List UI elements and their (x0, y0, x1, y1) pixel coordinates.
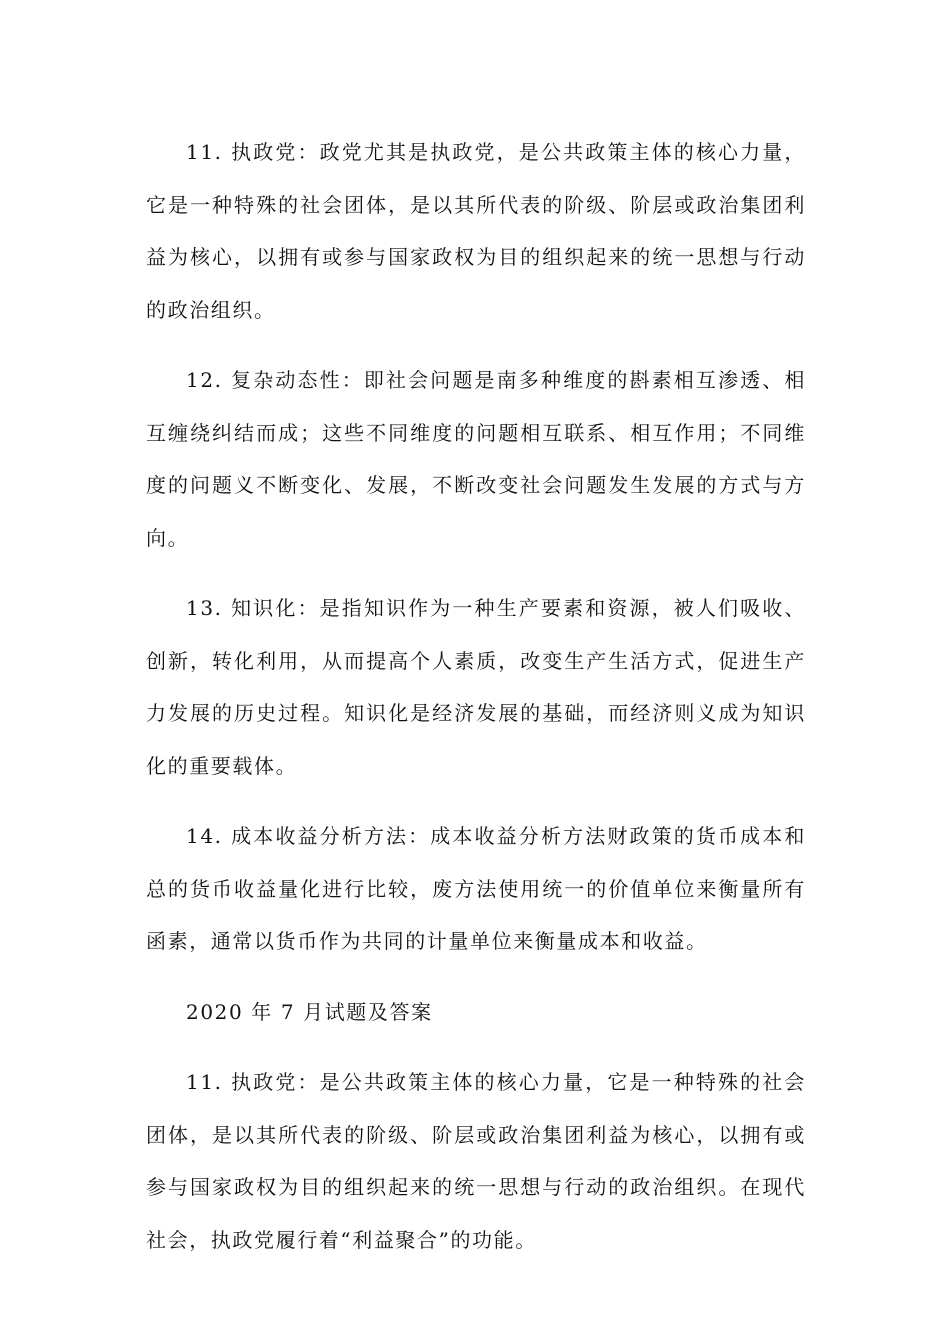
paragraph-term-14: 14. 成本收益分析方法：成本收益分析方法财政策的货币成本和总的货币收益量化进行比较，废方法使用统一的价值单位来衡量所有函素，通常以货币作为共同的计量单位来衡量成本和收益。 (146, 824, 806, 953)
section-paragraph-term-11: 11. 执政党：是公共政策主体的核心力量，它是一种特殊的社会团体，是以其所代表的阶级、阶层或政治集团利益为核心，以拥有或参与国家政权为目的组织起来的统一思想与行动的政治组织。在现代社会，执政党履行着“利益聚合”的功能。 (146, 1070, 806, 1252)
section-heading: 2020 年 7 月试题及答案 (186, 999, 433, 1024)
paragraph-term-13: 13. 知识化：是指知识作为一种生产要素和资源，被人们吸收、创新，转化利用，从而提高个人素质，改变生产生活方式，促进生产力发展的历史过程。知识化是经济发展的基础，而经济则义成为知识化的重要载体。 (146, 596, 806, 778)
paragraph-term-11: 11. 执政党：政党尤其是执政党，是公共政策主体的核心力量，它是一种特殊的社会团体，是以其所代表的阶级、阶层或政治集团利益为核心，以拥有或参与国家政权为目的组织起来的统一思想与行动的政治组织。 (146, 140, 806, 322)
document-page (146, 126, 806, 1284)
paragraph-term-12: 12. 复杂动态性：即社会问题是南多种维度的斟素相互渗透、相互缠绕纠结而成；这些不同维度的问题相互联系、相互作用；不同维度的问题义不断变化、发展，不断改变社会问题发生发展的方式与方向。 (146, 368, 806, 550)
